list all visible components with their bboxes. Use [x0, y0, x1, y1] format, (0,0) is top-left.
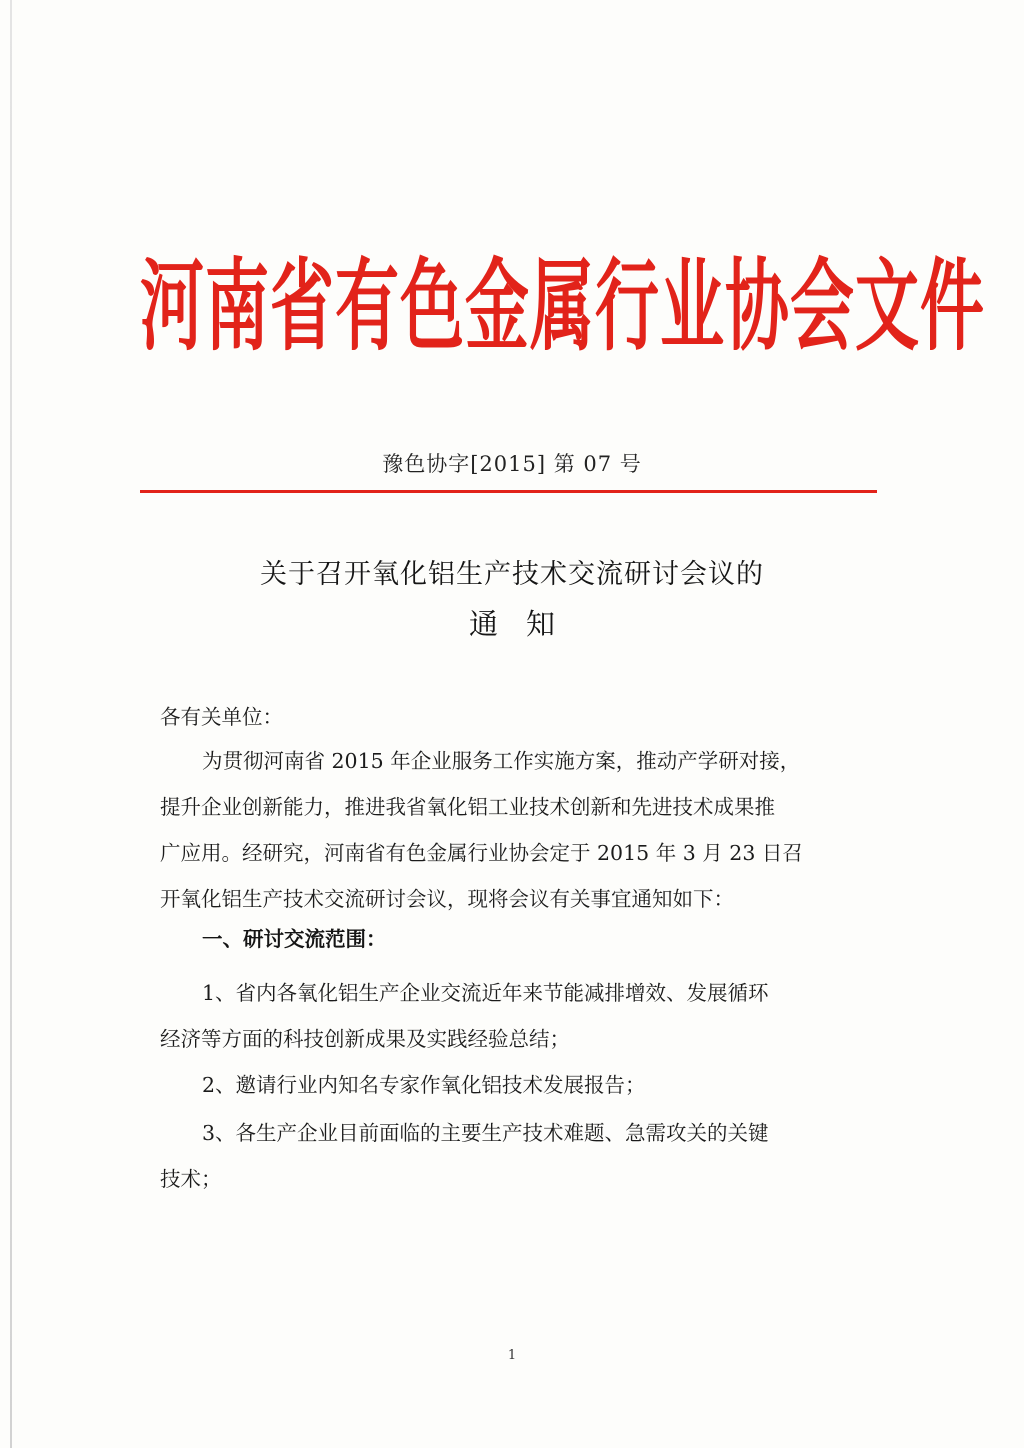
intro-line: 广应用。经研究，河南省有色金属行业协会定于 2015 年 3 月 23 日召 [160, 841, 803, 865]
list-item-line: 技术； [160, 1167, 222, 1191]
notice-title-line-1: 关于召开氧化铝生产技术交流研讨会议的 [260, 559, 764, 590]
list-item [160, 1110, 880, 1202]
list-item [160, 970, 880, 1062]
document-number: 豫色协字[2015] 第 07 号 [382, 452, 642, 476]
salutation: 各有关单位： [160, 705, 283, 729]
page-number: 1 [507, 1348, 517, 1363]
section-heading: 一、研讨交流范围： [202, 927, 387, 951]
red-divider-line [140, 490, 877, 493]
masthead-title: 河南省有色金属行业协会文件 [140, 249, 985, 366]
list-item-line: 3、各生产企业目前面临的主要生产技术难题、急需攻关的关键 [202, 1121, 769, 1145]
list-item [160, 1062, 880, 1108]
list-item-line: 经济等方面的科技创新成果及实践经验总结； [160, 1027, 570, 1051]
intro-line: 提升企业创新能力，推进我省氧化铝工业技术创新和先进技术成果推 [160, 795, 775, 819]
intro-line: 为贯彻河南省 2015 年企业服务工作实施方案，推动产学研对接， [202, 749, 801, 773]
intro-paragraph [160, 738, 880, 922]
list-item-line: 1、省内各氧化铝生产企业交流近年来节能减排增效、发展循环 [202, 981, 769, 1005]
intro-line: 开氧化铝生产技术交流研讨会议，现将会议有关事宜通知如下： [160, 887, 734, 911]
scan-edge-shadow [10, 0, 12, 1448]
notice-title-line-2: 通知 [468, 607, 583, 641]
list-item-line: 2、邀请行业内知名专家作氧化铝技术发展报告； [202, 1073, 646, 1097]
